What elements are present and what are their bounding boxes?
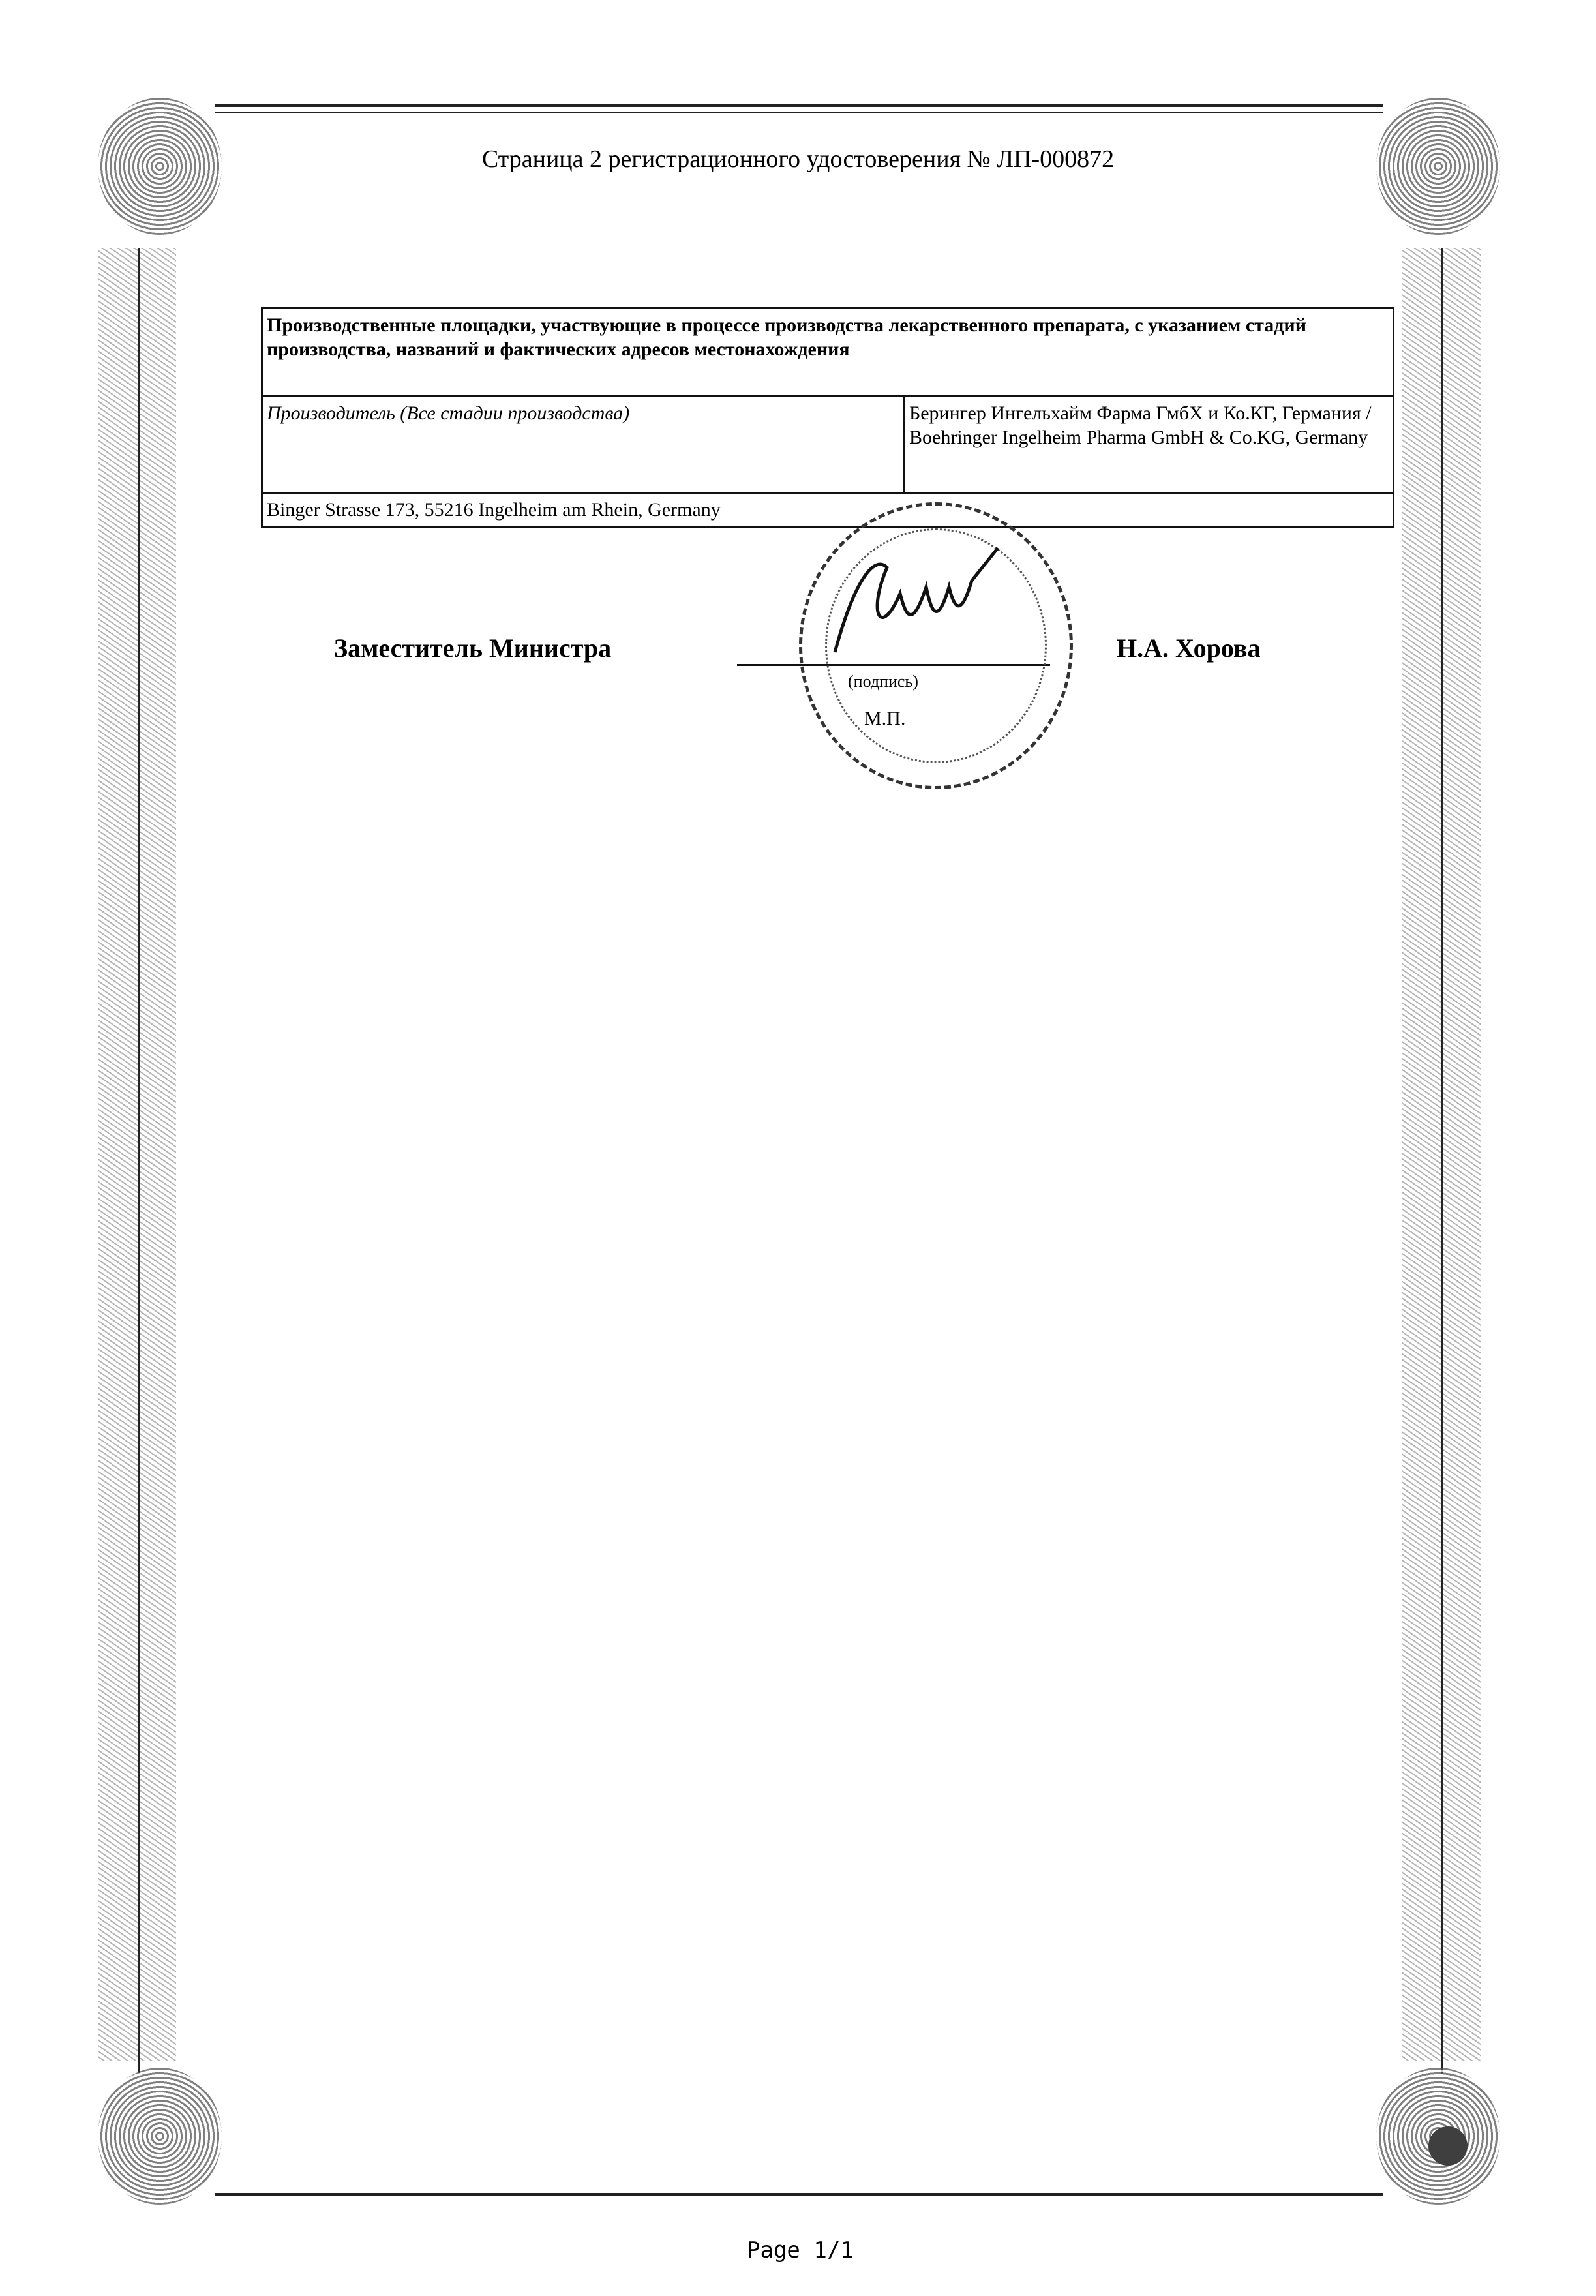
page-number: Page 1/1 (747, 2237, 854, 2263)
border-left-line (138, 248, 140, 2074)
corner-rosette-icon (98, 2068, 222, 2205)
border-bottom-line (215, 2193, 1383, 2196)
guilloche-left (98, 248, 176, 2061)
border-top-line (215, 104, 1383, 107)
seal-label: М.П. (864, 708, 906, 729)
manufacturing-sites-table (261, 307, 1394, 528)
manufacturer-role: Производитель (Все стадии производства) (262, 397, 905, 493)
manufacturer-address: Binger Strasse 173, 55216 Ingelheim am Rhein, Germany (262, 493, 1394, 527)
corner-rosette-icon (1376, 2068, 1500, 2205)
manufacturer-name: Берингер Ингельхайм Фарма ГмбХ и Ко.КГ, Германия / Boehringer Ingelheim Pharma GmbH & Co.KG, Germany (905, 397, 1394, 493)
border-right-line (1441, 248, 1443, 2074)
border-top-line-inner (215, 112, 1383, 113)
handwritten-signature-icon (828, 541, 1024, 672)
signature-caption: (подпись) (848, 672, 918, 691)
table-header: Производственные площадки, участвующие в процессе производства лекарственного препарата, с указанием стадий производства, названий и фактических адресов местонахождения (262, 309, 1394, 397)
page-title: Страница 2 регистрационного удостоверения № ЛП-000872 (481, 145, 1115, 173)
signatory-position: Заместитель Министра (334, 633, 612, 663)
signatory-name: Н.А. Хорова (1117, 633, 1261, 663)
